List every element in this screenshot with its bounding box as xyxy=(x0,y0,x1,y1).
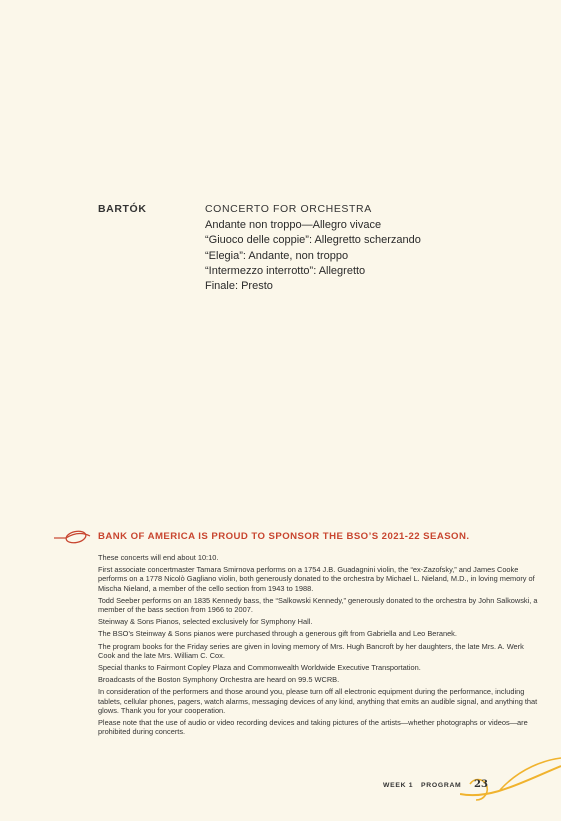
movement-3: “Elegia”: Andante, non troppo xyxy=(205,249,349,262)
movement-4: “Intermezzo interrotto”: Allegretto xyxy=(205,264,366,277)
movement-1: Andante non troppo—Allegro vivace xyxy=(205,219,382,231)
note-recording: Please note that the use of audio or video recording devices and taking pictures of the artists—whether photographs or videos—are prohibited during concerts. xyxy=(98,718,528,737)
note-broadcasts: Broadcasts of the Boston Symphony Orchestra are heard on 99.5 WCRB. xyxy=(98,675,340,685)
composer-name: BARTÓK xyxy=(98,203,147,215)
bank-of-america-flourish-icon xyxy=(52,529,94,545)
sponsor-banner xyxy=(52,529,532,545)
note-end-time: These concerts will end about 10:10. xyxy=(98,553,219,562)
page-number: 23 xyxy=(474,779,488,790)
work-title: CONCERTO FOR ORCHESTRA xyxy=(205,203,372,215)
note-violins: First associate concertmaster Tamara Smirnova performs on a 1754 J.B. Guadagnini violin, the “ex-Zazofsky,” and James Cooke performs on a 1778 Nicolò Gagliano violin, both generously donated to the orchestra by Michael L. Nieland, M.D., in loving memory of Mischa Nieland, a member of the cello section from 1943 to 1988. xyxy=(98,565,535,593)
note-bass: Todd Seeber performs on an 1835 Kennedy bass, the “Salkowski Kennedy,” generously donated to the orchestra by John Salkowski, a member of the bass section from 1966 to 2007. xyxy=(98,595,538,615)
note-steinway: Steinway & Sons Pianos, selected exclusively for Symphony Hall. xyxy=(98,617,313,627)
note-pianos-gift: The BSO’s Steinway & Sons pianos were purchased through a generous gift from Gabriella and Leo Beranek. xyxy=(98,629,457,639)
footer-section-label: WEEK 1 PROGRAM xyxy=(383,782,462,789)
work-block xyxy=(205,203,505,294)
page-number-swoosh-icon xyxy=(460,738,561,810)
movement-5: Finale: Presto xyxy=(205,280,273,293)
note-electronics: In consideration of the performers and those around you, please turn off all electronic equipment during the performance, including tablets, cellular phones, pagers, watch alarms, messaging devices of any kind, anything that emits an audible signal, and anything that glows. Thank you for your cooperation. xyxy=(98,687,538,715)
note-special-thanks: Special thanks to Fairmont Copley Plaza and Commonwealth Worldwide Executive Transportation. xyxy=(98,663,421,673)
movement-2: “Giuoco delle coppie”: Allegretto scherzando xyxy=(205,234,421,247)
concert-notes xyxy=(98,553,538,739)
note-program-books: The program books for the Friday series are given in loving memory of Mrs. Hugh Bancroft by her daughters, the late Mrs. A. Werk Cook and the late Mrs. William C. Cox. xyxy=(98,641,524,660)
sponsor-statement: BANK OF AMERICA IS PROUD TO SPONSOR THE BSO’S 2021-22 SEASON. xyxy=(98,531,470,542)
